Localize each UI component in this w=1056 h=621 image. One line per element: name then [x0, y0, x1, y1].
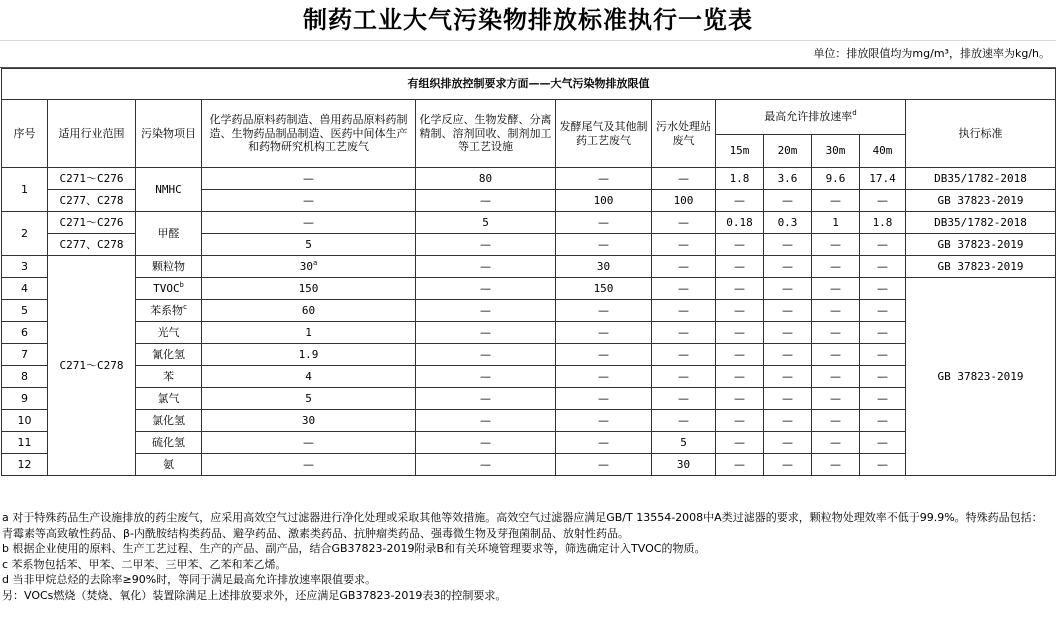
- row-3-h15: —: [716, 256, 764, 278]
- row-2a-h20: 0.3: [764, 212, 812, 234]
- row-5-pollutant: [136, 300, 202, 322]
- row-5-seq: 5: [2, 300, 48, 322]
- row-5-h20: —: [764, 300, 812, 322]
- header-industry: 适用行业范围: [48, 100, 136, 168]
- row-2a-h40: 1.8: [860, 212, 906, 234]
- row-4-pollutant-name: TVOC: [153, 281, 180, 295]
- row-3-standard: GB 37823-2019: [906, 256, 1056, 278]
- section-title: 有组织排放控制要求方面——大气污染物排放限值: [2, 69, 1056, 100]
- row-9-c4: —: [652, 388, 716, 410]
- header-height-20: 20m: [764, 135, 812, 168]
- row-6-c4: —: [652, 322, 716, 344]
- row-10-h30: —: [812, 410, 860, 432]
- row-2b-h20: —: [764, 234, 812, 256]
- row-3-c2: —: [416, 256, 556, 278]
- row-1a-h30: 9.6: [812, 168, 860, 190]
- row-7-c4: —: [652, 344, 716, 366]
- row-7-c3: —: [556, 344, 652, 366]
- header-process-3: 发酵尾气及其他制药工艺废气: [556, 100, 652, 168]
- row-2-seq: 2: [2, 212, 48, 256]
- row-2a-h15: 0.18: [716, 212, 764, 234]
- row-12-c1: —: [202, 454, 416, 476]
- row-2a-h30: 1: [812, 212, 860, 234]
- row-3-h20: —: [764, 256, 812, 278]
- row-1b-c4: 100: [652, 190, 716, 212]
- unit-note: 单位：排放限值均为mg/m³，排放速率为kg/h。: [0, 41, 1056, 68]
- row-10-h20: —: [764, 410, 812, 432]
- row-7-c2: —: [416, 344, 556, 366]
- row-11-h20: —: [764, 432, 812, 454]
- row-10-c4: —: [652, 410, 716, 432]
- page-title: 制药工业大气污染物排放标准执行一览表: [0, 0, 1056, 41]
- header-max-rate-label: 最高允许排放速率: [764, 110, 853, 124]
- row-4-seq: 4: [2, 278, 48, 300]
- row-3-h30: —: [812, 256, 860, 278]
- row-2a-industry: C271～C276: [48, 212, 136, 234]
- row-12-c4: 30: [652, 454, 716, 476]
- row-2b-h30: —: [812, 234, 860, 256]
- row-1a-h20: 3.6: [764, 168, 812, 190]
- row-4-pollutant-sup: b: [179, 280, 184, 289]
- row-1b-industry: C277、C278: [48, 190, 136, 212]
- row-8-h40: —: [860, 366, 906, 388]
- row-2a-c4: —: [652, 212, 716, 234]
- row-8-c1: 4: [202, 366, 416, 388]
- row-2b-h40: —: [860, 234, 906, 256]
- footnote-d: d 当非甲烷总烃的去除率≥90%时，等同于满足最高允许排放速率限值要求。: [2, 573, 377, 586]
- row-4-c1: 150: [202, 278, 416, 300]
- row-12-seq: 12: [2, 454, 48, 476]
- row-1a-c1: —: [202, 168, 416, 190]
- row-12-h20: —: [764, 454, 812, 476]
- header-max-rate-sup: d: [852, 109, 857, 118]
- row-11-c3: —: [556, 432, 652, 454]
- row-10-c2: —: [416, 410, 556, 432]
- row-6-h20: —: [764, 322, 812, 344]
- row-12-h40: —: [860, 454, 906, 476]
- footnote-extra: 另：VOCs燃烧（焚烧、氧化）装置除满足上述排放要求外，还应满足GB37823-2019表3的控制要求。: [2, 588, 507, 602]
- footnotes: [2, 510, 1052, 603]
- row-3-c1-value: 30: [299, 259, 314, 273]
- row-1b-h20: —: [764, 190, 812, 212]
- row-1a-c3: —: [556, 168, 652, 190]
- header-height-30: 30m: [812, 135, 860, 168]
- row-1a-c4: —: [652, 168, 716, 190]
- row-1b-h40: —: [860, 190, 906, 212]
- row-1-pollutant: NMHC: [136, 168, 202, 212]
- row-2b-c4: —: [652, 234, 716, 256]
- row-5-c4: —: [652, 300, 716, 322]
- row-9-seq: 9: [2, 388, 48, 410]
- row-5-c1: 60: [202, 300, 416, 322]
- row-11-pollutant: 硫化氢: [136, 432, 202, 454]
- header-max-rate: [716, 100, 906, 135]
- row-11-c2: —: [416, 432, 556, 454]
- row-1a-standard: DB35/1782-2018: [906, 168, 1056, 190]
- row-3-c3: 30: [556, 256, 652, 278]
- row-11-h40: —: [860, 432, 906, 454]
- row-1b-standard: GB 37823-2019: [906, 190, 1056, 212]
- row-8-pollutant: 苯: [136, 366, 202, 388]
- row-8-c2: —: [416, 366, 556, 388]
- emission-limits-table: [1, 68, 1056, 476]
- row-5-h40: —: [860, 300, 906, 322]
- row-2a-c1: —: [202, 212, 416, 234]
- row-7-h40: —: [860, 344, 906, 366]
- row-6-h30: —: [812, 322, 860, 344]
- row-12-c3: —: [556, 454, 652, 476]
- row-2b-c2: —: [416, 234, 556, 256]
- row-7-c1: 1.9: [202, 344, 416, 366]
- row-6-c3: —: [556, 322, 652, 344]
- row-4-h20: —: [764, 278, 812, 300]
- row-3-c1: [202, 256, 416, 278]
- header-height-40: 40m: [860, 135, 906, 168]
- row-8-h30: —: [812, 366, 860, 388]
- row-9-h30: —: [812, 388, 860, 410]
- row-5-pollutant-sup: c: [183, 302, 187, 311]
- row-3-c4: —: [652, 256, 716, 278]
- row-5-h15: —: [716, 300, 764, 322]
- row-7-h30: —: [812, 344, 860, 366]
- row-6-h15: —: [716, 322, 764, 344]
- row-8-c4: —: [652, 366, 716, 388]
- row-3-seq: 3: [2, 256, 48, 278]
- row-6-c2: —: [416, 322, 556, 344]
- row-10-c1: 30: [202, 410, 416, 432]
- row-11-h30: —: [812, 432, 860, 454]
- row-7-h20: —: [764, 344, 812, 366]
- row-8-c3: —: [556, 366, 652, 388]
- row-12-c2: —: [416, 454, 556, 476]
- row-4-c2: —: [416, 278, 556, 300]
- footnote-b: b 根据企业使用的原料、生产工艺过程、生产的产品、副产品，结合GB37823-2019附录B和有关环境管理要求等，筛选确定计入TVOC的物质。: [2, 542, 706, 555]
- header-standard: 执行标准: [906, 100, 1056, 168]
- row-2b-c1: 5: [202, 234, 416, 256]
- row-2b-standard: GB 37823-2019: [906, 234, 1056, 256]
- row-9-c3: —: [556, 388, 652, 410]
- row-10-h15: —: [716, 410, 764, 432]
- row-4-h40: —: [860, 278, 906, 300]
- row-2a-c3: —: [556, 212, 652, 234]
- row-2a-c2: 5: [416, 212, 556, 234]
- row-11-c1: —: [202, 432, 416, 454]
- row-1a-c2: 80: [416, 168, 556, 190]
- row-9-pollutant: 氯气: [136, 388, 202, 410]
- row-10-c3: —: [556, 410, 652, 432]
- row-5-c3: —: [556, 300, 652, 322]
- footnote-c: c 苯系物包括苯、甲苯、二甲苯、三甲苯、乙苯和苯乙烯。: [2, 557, 287, 571]
- row-8-h15: —: [716, 366, 764, 388]
- header-process-2: 化学反应、生物发酵、分离精制、溶剂回收、制剂加工等工艺设施: [416, 100, 556, 168]
- row-2b-c3: —: [556, 234, 652, 256]
- row-4-h30: —: [812, 278, 860, 300]
- header-process-1: 化学药品原料药制造、兽用药品原料药制造、生物药品制品制造、医药中间体生产和药物研究机构工艺废气: [202, 100, 416, 168]
- row-5-h30: —: [812, 300, 860, 322]
- row-11-h15: —: [716, 432, 764, 454]
- row-2a-standard: DB35/1782-2018: [906, 212, 1056, 234]
- row-9-c2: —: [416, 388, 556, 410]
- row-1a-industry: C271～C276: [48, 168, 136, 190]
- merged-industry-range: C271～C278: [48, 256, 136, 476]
- row-6-c1: 1: [202, 322, 416, 344]
- row-4-h15: —: [716, 278, 764, 300]
- row-8-seq: 8: [2, 366, 48, 388]
- row-6-h40: —: [860, 322, 906, 344]
- row-12-pollutant: 氨: [136, 454, 202, 476]
- row-2b-h15: —: [716, 234, 764, 256]
- merged-standard: GB 37823-2019: [906, 278, 1056, 476]
- row-1-seq: 1: [2, 168, 48, 212]
- header-height-15: 15m: [716, 135, 764, 168]
- row-2-pollutant: 甲醛: [136, 212, 202, 256]
- row-11-seq: 11: [2, 432, 48, 454]
- row-5-c2: —: [416, 300, 556, 322]
- row-6-seq: 6: [2, 322, 48, 344]
- row-1a-h15: 1.8: [716, 168, 764, 190]
- row-10-h40: —: [860, 410, 906, 432]
- row-1b-h15: —: [716, 190, 764, 212]
- row-10-pollutant: 氯化氢: [136, 410, 202, 432]
- row-6-pollutant: 光气: [136, 322, 202, 344]
- header-process-4: 污水处理站废气: [652, 100, 716, 168]
- header-seq: 序号: [2, 100, 48, 168]
- row-1a-h40: 17.4: [860, 168, 906, 190]
- row-3-c1-sup: a: [313, 258, 318, 267]
- header-pollutant: 污染物项目: [136, 100, 202, 168]
- row-4-c4: —: [652, 278, 716, 300]
- row-7-pollutant: 氰化氢: [136, 344, 202, 366]
- row-11-c4: 5: [652, 432, 716, 454]
- footnote-a: a 对于特殊药品生产设施排放的药尘废气，应采用高效空气过滤器进行净化处理或采取其他等效措施。高效空气过滤器应满足GB/T 13554-2008中A类过滤器的要求，颗粒物处理效率不低于99.9%。特殊药品包括：青霉素等高致敏性药品、β-内酰胺结构类药品、避孕药品、激素类药品、抗肿瘤类药品、强毒微生物及芽孢菌制品、放射性药品。: [2, 511, 1043, 540]
- row-12-h15: —: [716, 454, 764, 476]
- row-9-h20: —: [764, 388, 812, 410]
- row-1b-h30: —: [812, 190, 860, 212]
- row-7-seq: 7: [2, 344, 48, 366]
- row-2b-industry: C277、C278: [48, 234, 136, 256]
- row-9-c1: 5: [202, 388, 416, 410]
- row-3-pollutant: 颗粒物: [136, 256, 202, 278]
- row-10-seq: 10: [2, 410, 48, 432]
- row-7-h15: —: [716, 344, 764, 366]
- row-9-h15: —: [716, 388, 764, 410]
- row-8-h20: —: [764, 366, 812, 388]
- row-12-h30: —: [812, 454, 860, 476]
- row-5-pollutant-name: 苯系物: [150, 303, 184, 317]
- row-4-pollutant: [136, 278, 202, 300]
- row-9-h40: —: [860, 388, 906, 410]
- row-4-c3: 150: [556, 278, 652, 300]
- row-1b-c3: 100: [556, 190, 652, 212]
- row-1b-c2: —: [416, 190, 556, 212]
- row-1b-c1: —: [202, 190, 416, 212]
- row-3-h40: —: [860, 256, 906, 278]
